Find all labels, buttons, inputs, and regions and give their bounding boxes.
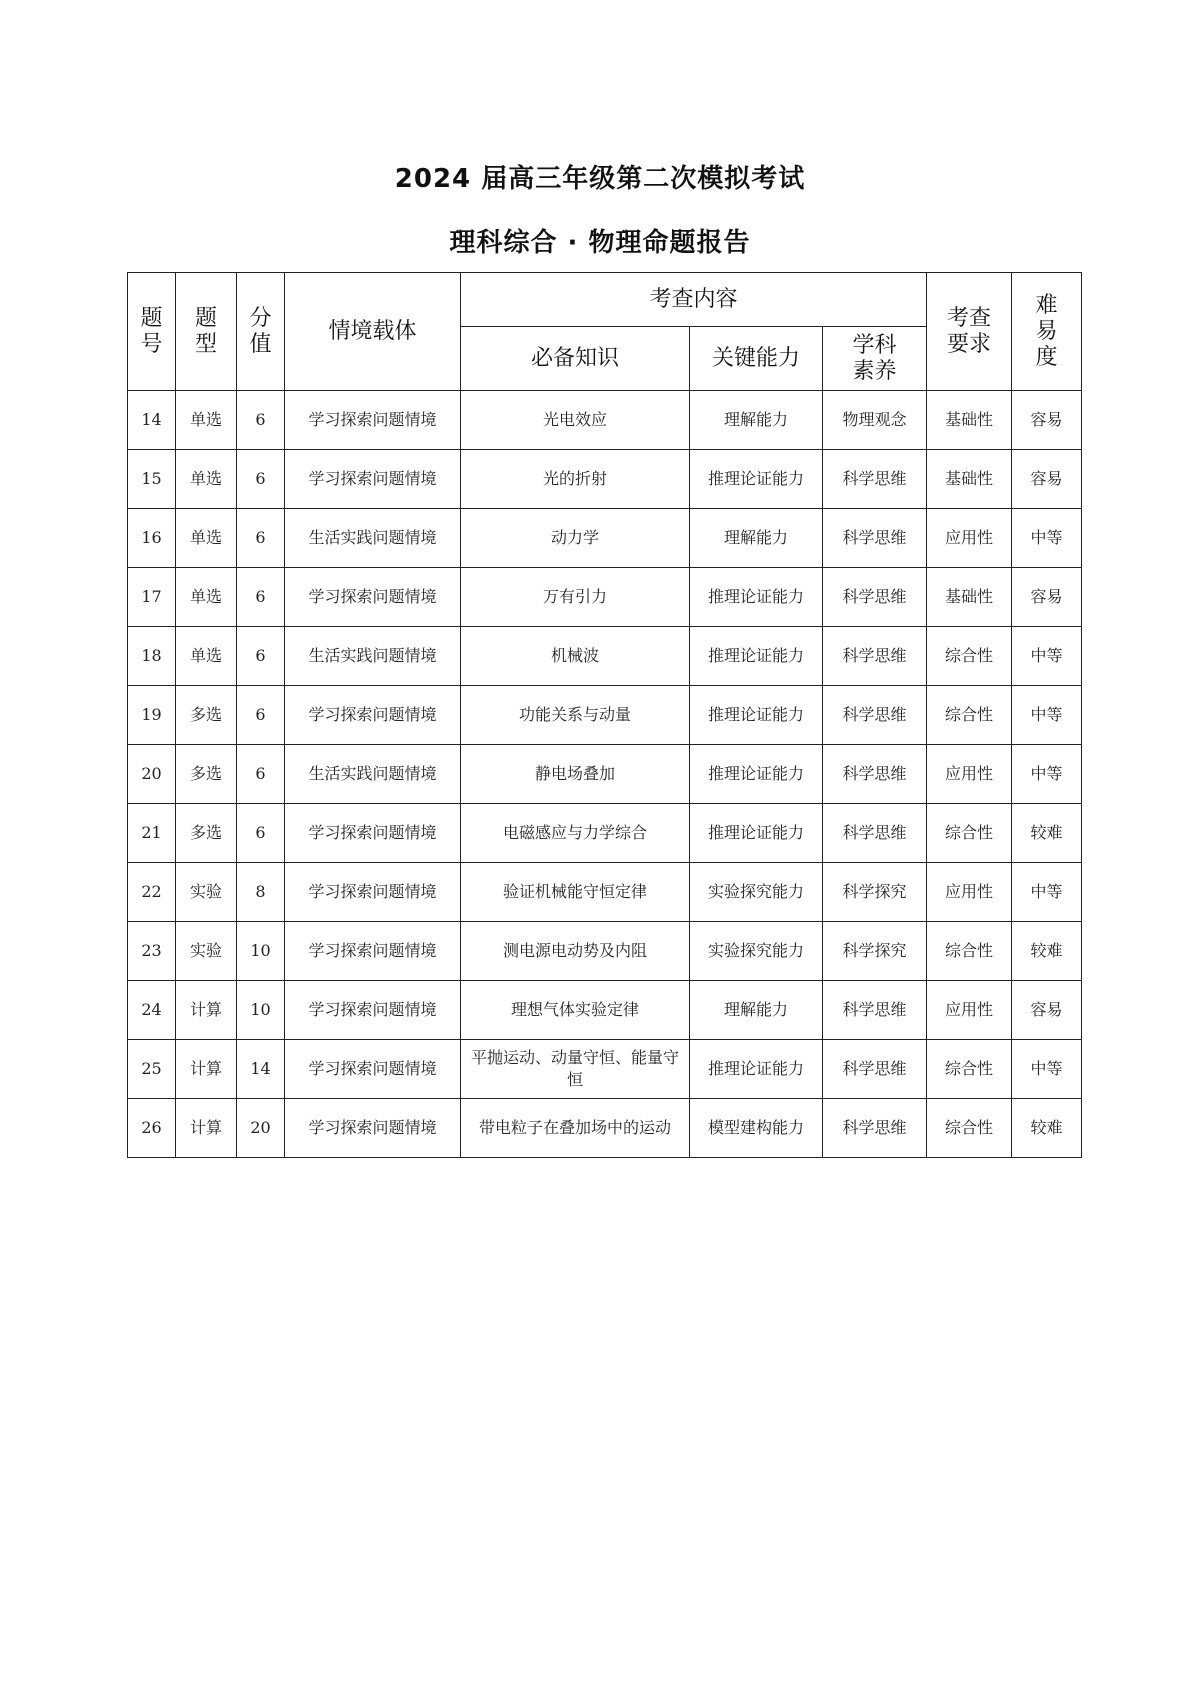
cell-type: 计算 [176,1040,237,1099]
table-row [128,922,1082,981]
cell-num: 20 [128,745,176,804]
cell-literacy: 科学思维 [823,1099,927,1158]
cell-type: 多选 [176,686,237,745]
cell-ability: 理解能力 [690,981,823,1040]
document-subtitle: 理科综合 · 物理命题报告 [449,228,751,258]
cell-type: 单选 [176,568,237,627]
table-row [128,509,1082,568]
cell-num: 15 [128,450,176,509]
cell-context: 学习探索问题情境 [285,804,461,863]
cell-num: 26 [128,1099,176,1158]
cell-knowledge: 万有引力 [461,568,690,627]
cell-knowledge: 测电源电动势及内阻 [461,922,690,981]
cell-type: 单选 [176,509,237,568]
cell-type: 多选 [176,745,237,804]
cell-num: 14 [128,391,176,450]
cell-context: 生活实践问题情境 [285,745,461,804]
cell-requirement: 综合性 [927,804,1012,863]
cell-difficulty: 容易 [1012,391,1082,450]
cell-requirement: 基础性 [927,450,1012,509]
cell-num: 21 [128,804,176,863]
cell-score: 6 [237,568,285,627]
cell-score: 6 [237,745,285,804]
table-row [128,627,1082,686]
cell-score: 6 [237,686,285,745]
header-knowledge: 必备知识 [461,327,690,391]
cell-num: 19 [128,686,176,745]
cell-score: 8 [237,863,285,922]
cell-knowledge: 机械波 [461,627,690,686]
header-context: 情境载体 [285,273,461,391]
cell-num: 23 [128,922,176,981]
cell-knowledge: 光的折射 [461,450,690,509]
cell-knowledge: 光电效应 [461,391,690,450]
cell-num: 22 [128,863,176,922]
table-body [128,391,1082,1158]
cell-context: 学习探索问题情境 [285,450,461,509]
cell-difficulty: 中等 [1012,745,1082,804]
cell-requirement: 基础性 [927,568,1012,627]
cell-literacy: 科学探究 [823,863,927,922]
cell-difficulty: 较难 [1012,922,1082,981]
cell-type: 计算 [176,1099,237,1158]
cell-difficulty: 中等 [1012,1040,1082,1099]
cell-ability: 推理论证能力 [690,627,823,686]
table-row [128,391,1082,450]
cell-context: 学习探索问题情境 [285,391,461,450]
proposition-report-table [127,272,1082,1158]
cell-knowledge: 理想气体实验定律 [461,981,690,1040]
cell-num: 16 [128,509,176,568]
cell-knowledge: 动力学 [461,509,690,568]
header-ability: 关键能力 [690,327,823,391]
cell-requirement: 应用性 [927,509,1012,568]
cell-context: 学习探索问题情境 [285,1040,461,1099]
cell-score: 6 [237,627,285,686]
cell-literacy: 科学思维 [823,627,927,686]
cell-literacy: 科学思维 [823,1040,927,1099]
cell-difficulty: 中等 [1012,627,1082,686]
table-header [128,273,1082,391]
table-row [128,568,1082,627]
cell-type: 单选 [176,391,237,450]
cell-type: 单选 [176,627,237,686]
cell-ability: 实验探究能力 [690,863,823,922]
cell-ability: 理解能力 [690,391,823,450]
cell-knowledge: 带电粒子在叠加场中的运动 [461,1099,690,1158]
document-title: 2024 届高三年级第二次模拟考试 [394,164,806,194]
cell-type: 实验 [176,863,237,922]
cell-ability: 实验探究能力 [690,922,823,981]
cell-literacy: 物理观念 [823,391,927,450]
cell-requirement: 应用性 [927,863,1012,922]
cell-difficulty: 中等 [1012,509,1082,568]
cell-difficulty: 中等 [1012,686,1082,745]
header-question-type: 题型 [176,273,237,391]
cell-requirement: 基础性 [927,391,1012,450]
cell-difficulty: 中等 [1012,863,1082,922]
cell-context: 学习探索问题情境 [285,863,461,922]
cell-difficulty: 容易 [1012,568,1082,627]
cell-knowledge: 验证机械能守恒定律 [461,863,690,922]
cell-difficulty: 容易 [1012,981,1082,1040]
cell-requirement: 综合性 [927,1099,1012,1158]
cell-literacy: 科学思维 [823,568,927,627]
table-row [128,863,1082,922]
cell-num: 24 [128,981,176,1040]
cell-knowledge: 功能关系与动量 [461,686,690,745]
cell-score: 6 [237,509,285,568]
header-question-number: 题号 [128,273,176,391]
cell-context: 生活实践问题情境 [285,627,461,686]
cell-score: 10 [237,981,285,1040]
header-difficulty: 难易度 [1012,273,1082,391]
cell-requirement: 综合性 [927,922,1012,981]
cell-literacy: 科学思维 [823,509,927,568]
cell-difficulty: 较难 [1012,804,1082,863]
cell-context: 生活实践问题情境 [285,509,461,568]
cell-requirement: 综合性 [927,686,1012,745]
cell-context: 学习探索问题情境 [285,1099,461,1158]
cell-context: 学习探索问题情境 [285,686,461,745]
cell-ability: 推理论证能力 [690,1040,823,1099]
cell-type: 实验 [176,922,237,981]
cell-difficulty: 容易 [1012,450,1082,509]
table-row [128,1099,1082,1158]
cell-ability: 推理论证能力 [690,686,823,745]
cell-score: 10 [237,922,285,981]
cell-type: 计算 [176,981,237,1040]
cell-literacy: 科学思维 [823,804,927,863]
cell-ability: 推理论证能力 [690,568,823,627]
cell-ability: 推理论证能力 [690,804,823,863]
cell-literacy: 科学思维 [823,745,927,804]
cell-context: 学习探索问题情境 [285,981,461,1040]
header-literacy: 学科素养 [823,327,927,391]
table-row [128,804,1082,863]
cell-literacy: 科学思维 [823,450,927,509]
header-score: 分值 [237,273,285,391]
cell-ability: 模型建构能力 [690,1099,823,1158]
cell-score: 20 [237,1099,285,1158]
table-row [128,686,1082,745]
cell-score: 6 [237,804,285,863]
table-row [128,1040,1082,1099]
cell-context: 学习探索问题情境 [285,568,461,627]
table-row [128,450,1082,509]
cell-knowledge: 平抛运动、动量守恒、能量守恒 [461,1040,690,1099]
cell-literacy: 科学思维 [823,981,927,1040]
cell-context: 学习探索问题情境 [285,922,461,981]
header-content: 考查内容 [461,273,927,327]
table-row [128,981,1082,1040]
cell-ability: 理解能力 [690,509,823,568]
cell-literacy: 科学思维 [823,686,927,745]
cell-num: 25 [128,1040,176,1099]
cell-ability: 推理论证能力 [690,450,823,509]
cell-type: 多选 [176,804,237,863]
cell-requirement: 应用性 [927,745,1012,804]
cell-num: 18 [128,627,176,686]
header-requirement: 考查要求 [927,273,1012,391]
cell-score: 6 [237,450,285,509]
cell-knowledge: 电磁感应与力学综合 [461,804,690,863]
cell-score: 14 [237,1040,285,1099]
cell-type: 单选 [176,450,237,509]
cell-requirement: 综合性 [927,1040,1012,1099]
cell-score: 6 [237,391,285,450]
cell-requirement: 综合性 [927,627,1012,686]
cell-num: 17 [128,568,176,627]
cell-difficulty: 较难 [1012,1099,1082,1158]
cell-requirement: 应用性 [927,981,1012,1040]
table-row [128,745,1082,804]
cell-literacy: 科学探究 [823,922,927,981]
cell-knowledge: 静电场叠加 [461,745,690,804]
cell-ability: 推理论证能力 [690,745,823,804]
